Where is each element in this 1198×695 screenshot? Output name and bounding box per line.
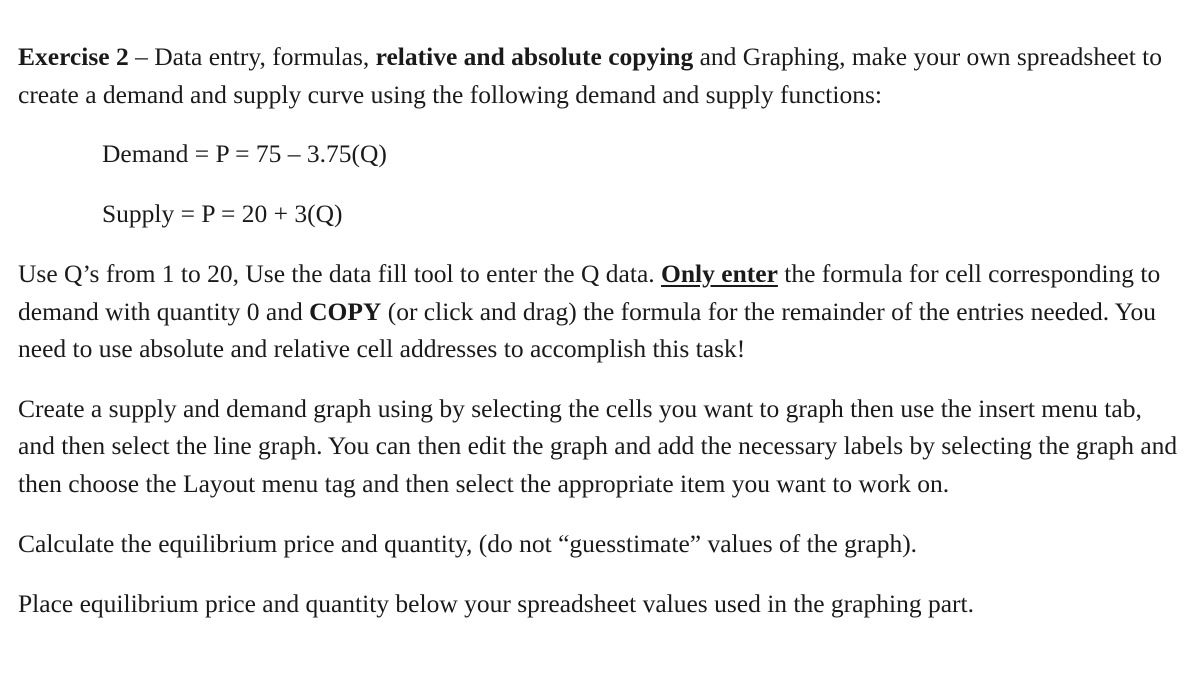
only-enter-emphasis: Only enter	[661, 259, 778, 288]
document-body	[18, 38, 1183, 622]
placement-paragraph: Place equilibrium price and quantity below your spreadsheet values used in the graphing part.	[18, 588, 974, 618]
data-entry-paragraph	[18, 255, 1183, 368]
equilibrium-paragraph: Calculate the equilibrium price and quantity, (do not “guesstimate” values of the graph).	[18, 528, 918, 558]
p1-end-text: (or click and drag) the formula for the remainder of the entries needed. You need to use absolute and relative cell addresses to accomplish this task!	[18, 296, 1156, 363]
graph-paragraph: Create a supply and demand graph using by selecting the cells you want to graph then use the insert menu tab, and then select the line graph. You can then edit the graph and add the necessary labels by selecting the graph and then choose the Layout menu tag and then select the appropriate item you want to work on.	[18, 393, 1178, 498]
intro-rest-text: and Graphing, make your own spreadsheet to create a demand and supply curve using the following demand and supply functions:	[18, 42, 1163, 109]
demand-equation: Demand = P = 75 – 3.75(Q)	[102, 139, 387, 168]
intro-bold-text: relative and absolute copying	[375, 42, 694, 71]
p1-mid-text: the formula for cell corresponding to demand with quantity 0 and	[18, 259, 1161, 326]
exercise-title: Exercise 2	[18, 42, 129, 71]
exercise-intro-paragraph	[18, 38, 1183, 113]
supply-equation: Supply = P = 20 + 3(Q)	[102, 199, 343, 228]
copy-emphasis: COPY	[309, 296, 382, 326]
intro-dash-text: – Data entry, formulas,	[128, 42, 376, 71]
p1-start-text: Use Q’s from 1 to 20, Use the data fill tool to enter the Q data.	[18, 259, 662, 288]
